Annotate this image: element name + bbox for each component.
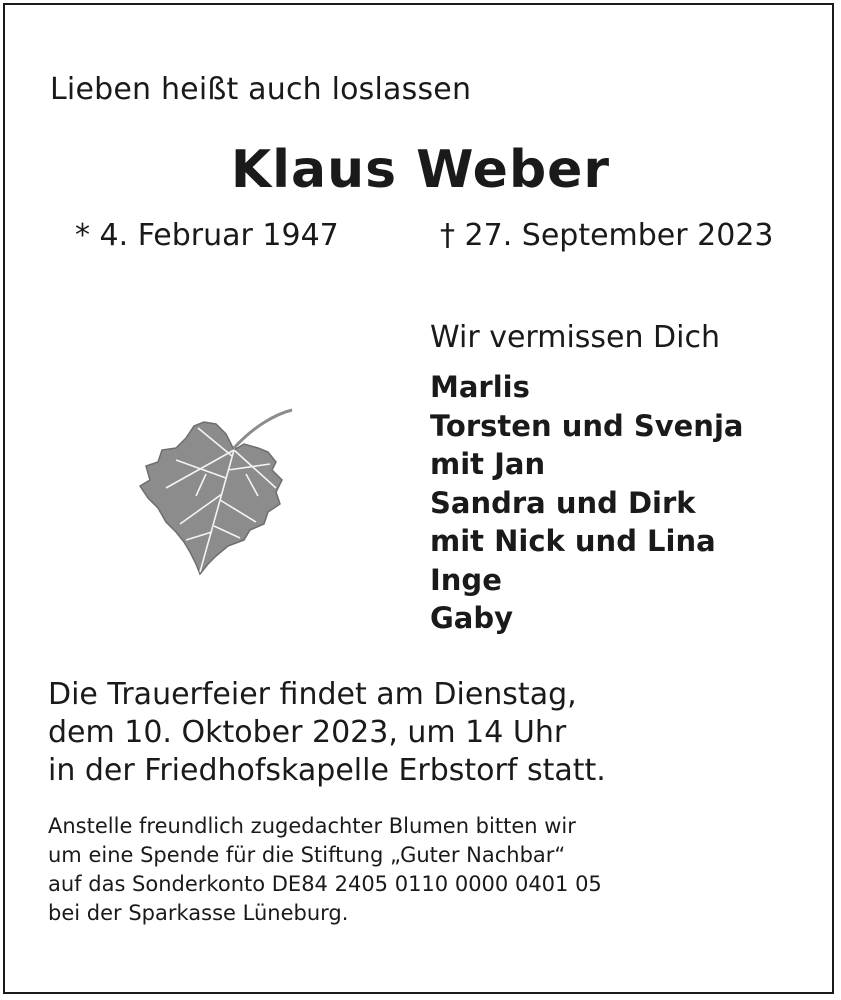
funeral-service-info — [48, 676, 606, 790]
service-line: in der Friedhofskapelle Erbstorf statt. — [48, 753, 606, 788]
service-line: Die Trauerfeier findet am Dienstag, — [48, 677, 577, 712]
mourner-name: Marlis — [430, 370, 530, 404]
donation-line: um eine Spende für die Stiftung „Guter Nachbar“ — [48, 843, 566, 867]
mourner-name: mit Jan — [430, 447, 546, 481]
donation-line: bei der Sparkasse Lüneburg. — [48, 901, 349, 925]
donation-line: Anstelle freundlich zugedachter Blumen bitten wir — [48, 814, 576, 838]
mourners-list — [430, 368, 743, 638]
mourner-name: Sandra und Dirk — [430, 485, 696, 520]
leaf-icon — [136, 404, 296, 576]
mourners-intro: Wir vermissen Dich — [430, 320, 720, 355]
mourner-name: Gaby — [430, 601, 514, 635]
mourner-name: mit Nick und Lina — [430, 524, 716, 558]
birth-date: * 4. Februar 1947 — [75, 218, 339, 253]
death-date: † 27. September 2023 — [440, 218, 774, 253]
mourner-name: Inge — [430, 562, 502, 597]
donation-info — [48, 812, 602, 928]
donation-line: auf das Sonderkonto DE84 2405 0110 0000 0401 05 — [48, 872, 602, 896]
deceased-name: Klaus Weber — [230, 140, 611, 200]
motto-text: Lieben heißt auch loslassen — [50, 72, 472, 107]
service-line: dem 10. Oktober 2023, um 14 Uhr — [48, 715, 567, 750]
mourner-name: Torsten und Svenja — [430, 408, 744, 443]
